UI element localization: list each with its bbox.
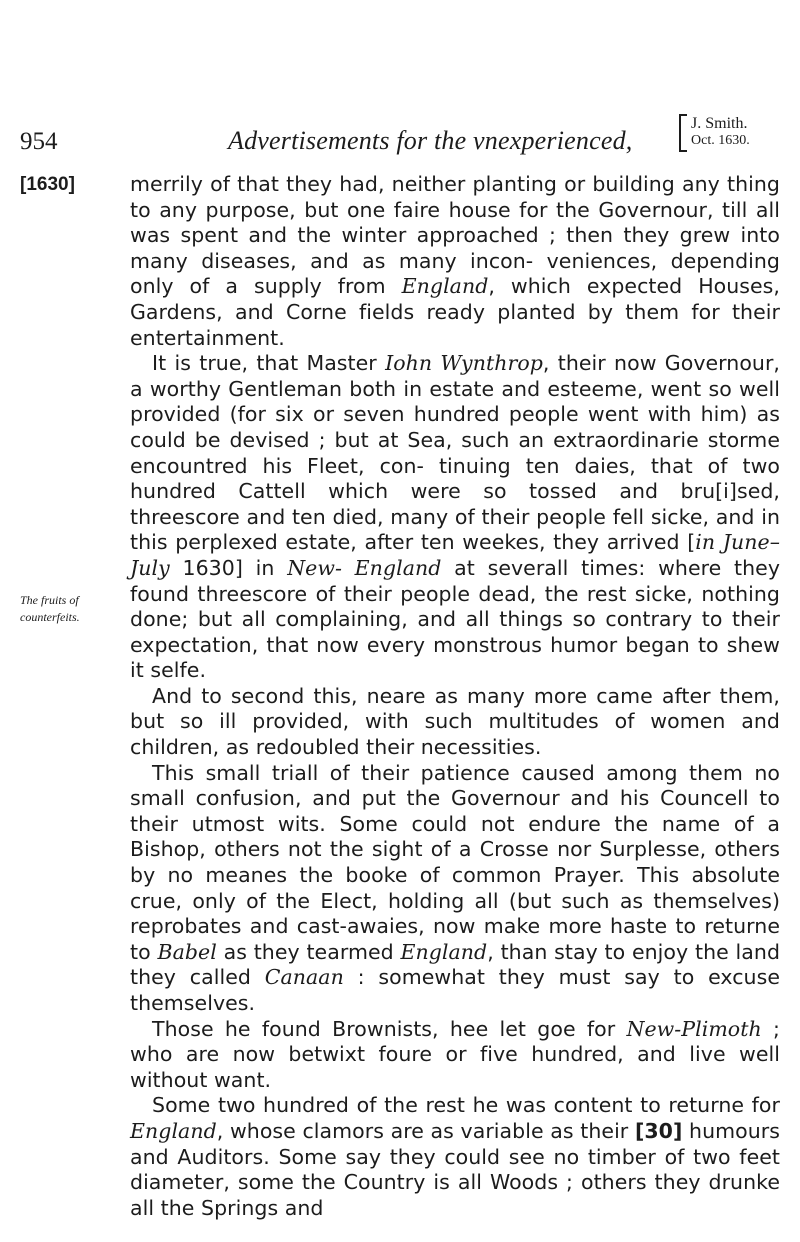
text-run: This small triall of their patience caused among them no small confusion, and put the Governour and his Councell to their utmost wits. Some could not endure the name of a Bishop, others not the sight of a Crosse nor Surplesse, others by no meanes the booke of common Prayer. This absolute crue, only of the Elect, holding all (but such as themselves) reprobates and cast-awaies, now make more haste to returne to	[130, 760, 780, 964]
text-run: , than stay to enjoy the land they called	[130, 939, 781, 990]
paragraph-2	[130, 351, 780, 684]
italic-run: New-Plimoth	[626, 1016, 762, 1041]
body-text	[130, 172, 780, 1221]
sidenote	[20, 592, 122, 626]
margin-reference	[679, 114, 769, 152]
text-run: And to second this, neare as many more came after them, but so ill provided, with such multitudes of women and children, as redoubled their necessities.	[130, 683, 780, 760]
italic-run: Iohn Wynthrop	[385, 351, 543, 376]
text-run: as they tearmed	[216, 939, 401, 964]
italic-run: England	[400, 939, 488, 964]
text-run: 1630] in	[169, 555, 288, 580]
text-run: : somewhat they must say to excuse themselves.	[130, 965, 780, 1015]
sidenote-line-2: counterfeits.	[20, 610, 80, 624]
paragraph-3	[130, 684, 780, 761]
text-run: Some two hundred of the rest he was content to returne for	[152, 1093, 780, 1118]
italic-run: England	[401, 274, 489, 299]
bracket-mark	[679, 114, 687, 152]
text-run: at severall times: where they found threescore of their people dead, the rest sicke, nothing done; but all complaining, and all things so contrary to their expectation, that now every monstrous humor began to shew it selfe.	[130, 555, 781, 683]
text-run: Those he found Brownists, hee let goe for	[152, 1016, 627, 1041]
year-marker: [1630]	[20, 174, 75, 195]
italic-run: Babel	[157, 939, 217, 964]
paragraph-6	[130, 1093, 780, 1221]
running-head: Advertisements for the vnexperienced,	[228, 126, 633, 155]
text-run: , whose clamors are as variable as their	[216, 1118, 635, 1143]
margin-ref-author: J. Smith.	[691, 115, 748, 132]
paragraph-1	[130, 172, 780, 351]
italic-run: Canaan	[264, 965, 344, 990]
text-run: It is true, that Master	[152, 351, 386, 376]
text-run: , which expected Houses, Gardens, and Corne fields ready planted by them for their entertainment.	[130, 274, 780, 350]
text-run: humours and Auditors. Some say they could see no timber of two feet diameter, some the Country is all Woods ; others they drunke all the Springs and	[130, 1118, 781, 1220]
text-run: merrily of that they had, neither planting or building any thing to any purpose, but one faire house for the Governour, till all was spent and the winter approached ; then they grew into many diseases, and as many incon- veniences, depending only of a supply from	[130, 172, 780, 299]
page-number: 954	[20, 128, 58, 155]
paragraph-4	[130, 761, 780, 1017]
paragraph-5	[130, 1017, 780, 1094]
sidenote-line-1: The fruits of	[20, 593, 79, 607]
page-marker: [30]	[634, 1118, 683, 1143]
text-run: , their now Governour, a worthy Gentleman both in estate and esteeme, went so well provided (for six or seven hundred people went with him) as could be devised ; but at Sea, such an extraordinarie storme encountred his Fleet, con- tinuing ten daies, that of two hundred Cattell which were so tossed and bru[i]sed, threescore and ten died, many of their people fell sicke, and in this perplexed estate, after ten weekes, they arrived [	[130, 351, 781, 555]
italic-run: New- England	[287, 555, 442, 580]
italic-run: England	[130, 1118, 217, 1143]
margin-ref-date: Oct. 1630.	[691, 133, 750, 148]
italic-run: in June–July	[130, 530, 780, 580]
text-run: ; who are now betwixt foure or five hundred, and live well without want.	[130, 1016, 780, 1092]
